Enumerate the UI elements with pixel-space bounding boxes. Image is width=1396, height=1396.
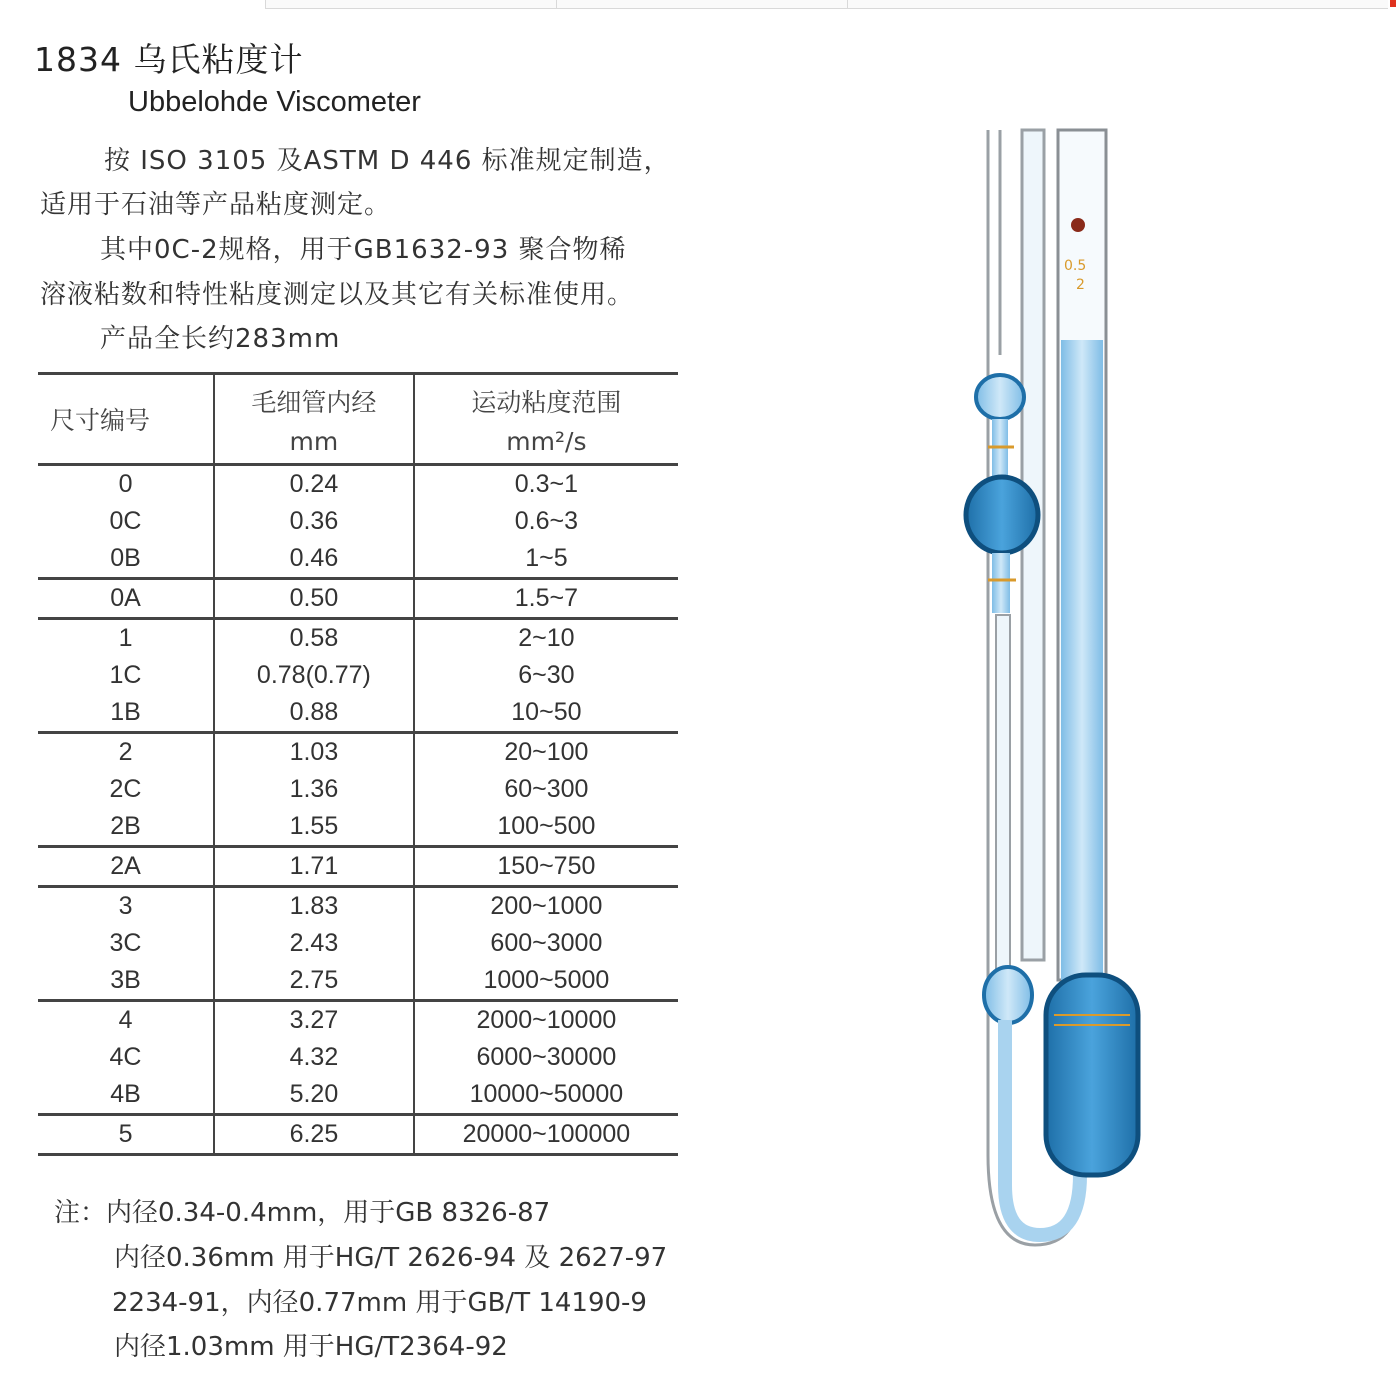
description-line-1: 按 ISO 3105 及ASTM D 446 标准规定制造， [104, 146, 671, 176]
cell-size: 1B [38, 694, 214, 733]
cell-size: 0 [38, 465, 214, 504]
cell-range: 1000~5000 [414, 962, 678, 1001]
table-body [38, 465, 678, 1155]
cell-range: 1.5~7 [414, 579, 678, 619]
table-row [38, 771, 678, 808]
header-size: 尺寸编号 [38, 374, 214, 465]
capillary-lower [996, 615, 1010, 975]
top-tab-2[interactable] [556, 0, 847, 9]
cell-range: 10~50 [414, 694, 678, 733]
cell-diameter: 0.24 [214, 465, 414, 504]
table-row [38, 847, 678, 887]
description-line-4: 溶液粘数和特性粘度测定以及其它有关标准使用。 [40, 280, 635, 310]
table-row [38, 1076, 678, 1115]
note-line-1: 注：内径0.34-0.4mm，用于GB 8326-87 [54, 1198, 551, 1228]
table-row [38, 540, 678, 579]
cell-diameter: 0.88 [214, 694, 414, 733]
cell-diameter: 0.36 [214, 503, 414, 540]
upper-stem [992, 419, 1008, 479]
cell-size: 4 [38, 1001, 214, 1040]
page-title: 1834 乌氏粘度计 [34, 40, 304, 79]
description-line-5: 产品全长约283mm [100, 324, 341, 354]
page-subtitle: Ubbelohde Viscometer [128, 86, 421, 118]
table-row [38, 925, 678, 962]
cell-range: 6000~30000 [476, 1043, 617, 1071]
reservoir-bulb [1046, 975, 1138, 1175]
table-row [38, 1039, 678, 1076]
measuring-bulb [966, 477, 1038, 553]
cell-range: 2000~10000 [476, 1006, 617, 1034]
cell-range: 100~500 [414, 808, 678, 847]
tube-label-1: 0.5 [1064, 258, 1087, 274]
cell-diameter: 2.75 [214, 962, 414, 1001]
cell-size: 4C [38, 1039, 214, 1076]
suspended-bulb [984, 967, 1032, 1023]
cell-diameter: 6.25 [214, 1115, 414, 1155]
upper-bulb [976, 375, 1024, 419]
cell-diameter: 1.83 [214, 887, 414, 926]
cell-size: 2C [38, 771, 214, 808]
cell-size: 3 [38, 887, 214, 926]
tube-label-2: 2 [1076, 277, 1085, 293]
cell-range: 60~300 [504, 775, 589, 803]
table-row [38, 503, 678, 540]
table-row [38, 962, 678, 1001]
cell-range: 600~3000 [490, 929, 603, 957]
note-line-3: 2234-91，内径0.77mm 用于GB/T 14190-9 [112, 1288, 647, 1318]
filling-liquid [1061, 340, 1103, 980]
top-tab-strip [0, 0, 1396, 9]
cell-diameter: 1.36 [214, 771, 414, 808]
cell-range: 6~30 [518, 661, 575, 689]
top-accent-mark [1390, 0, 1396, 7]
table-header-row [38, 374, 678, 465]
logo-mark-icon [1071, 218, 1085, 232]
cell-diameter: 5.20 [214, 1076, 414, 1115]
top-tab-1[interactable] [265, 0, 556, 9]
cell-range: 20000~100000 [462, 1120, 631, 1148]
cell-size: 0B [38, 540, 214, 579]
cell-range: 0.6~3 [514, 507, 579, 535]
cell-size: 1C [38, 657, 214, 694]
table-row [38, 1115, 678, 1155]
cell-diameter: 0.46 [214, 540, 414, 579]
cell-size: 3C [38, 925, 214, 962]
cell-range: 20~100 [504, 738, 589, 766]
cell-diameter: 3.27 [214, 1001, 414, 1040]
table-row [38, 808, 678, 847]
cell-size: 1 [38, 619, 214, 658]
table-row [38, 619, 678, 658]
cell-diameter: 4.32 [214, 1039, 414, 1076]
cell-range: 0.3~1 [514, 470, 579, 498]
cell-diameter: 1.71 [214, 847, 414, 887]
description-line-2: 适用于石油等产品粘度测定。 [40, 190, 392, 220]
cell-size: 2A [38, 847, 214, 887]
cell-diameter: 0.78(0.77) [214, 657, 414, 694]
table-row [38, 887, 678, 926]
cell-range: 2~10 [518, 624, 575, 652]
cell-size: 0C [38, 503, 214, 540]
cell-size: 5 [38, 1115, 214, 1155]
header-range: 运动粘度范围 mm²/s [414, 374, 678, 465]
viscometer-icon [930, 125, 1170, 1335]
cell-size: 3B [38, 962, 214, 1001]
cell-diameter: 2.43 [214, 925, 414, 962]
note-line-2: 内径0.36mm 用于HG/T 2626-94 及 2627-97 [114, 1243, 668, 1273]
header-diameter: 毛细管内经 mm [214, 374, 414, 465]
table-row [38, 1001, 678, 1040]
lower-stem [992, 553, 1010, 613]
table-row [38, 733, 678, 772]
cell-diameter: 0.58 [214, 619, 414, 658]
table-row [38, 465, 678, 504]
spec-table [38, 372, 678, 1156]
cell-diameter: 1.55 [214, 808, 414, 847]
note-line-4: 内径1.03mm 用于HG/T2364-92 [114, 1332, 508, 1362]
cell-range: 150~750 [414, 847, 678, 887]
cell-range: 10000~50000 [414, 1076, 678, 1115]
cell-size: 0A [38, 579, 214, 619]
cell-size: 4B [38, 1076, 214, 1115]
table-row [38, 579, 678, 619]
cell-diameter: 1.03 [214, 733, 414, 772]
table-row [38, 657, 678, 694]
table-row [38, 694, 678, 733]
cell-size: 2 [38, 733, 214, 772]
cell-size: 2B [38, 808, 214, 847]
top-tab-3[interactable] [847, 0, 1388, 9]
cell-diameter: 0.50 [214, 579, 414, 619]
cell-range: 200~1000 [490, 892, 603, 920]
cell-range: 1~5 [414, 540, 678, 579]
description-line-3: 其中0C-2规格，用于GB1632-93 聚合物稀 [100, 235, 627, 265]
